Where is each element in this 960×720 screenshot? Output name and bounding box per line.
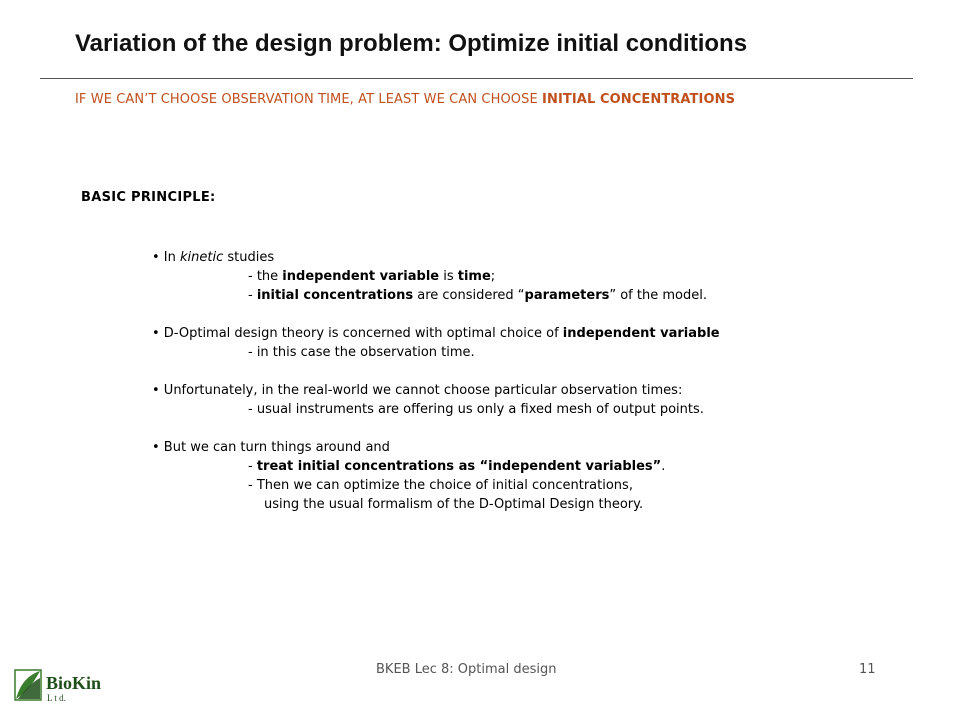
bullet-item-real-world (152, 381, 942, 419)
slide-subtitle (75, 92, 935, 107)
text-run-bold: independent variable (562, 326, 720, 341)
bullet-list (152, 248, 942, 514)
text-run: • Unfortunately, in the real-world we cannot choose particular observation times: (152, 383, 683, 398)
text-run: - (248, 459, 257, 474)
text-run-bold: initial concentrations (256, 288, 414, 303)
text-run: studies (223, 250, 275, 265)
bullet-item-kinetic-studies (152, 248, 942, 305)
text-run-bold: time (457, 269, 491, 284)
subtitle-emphasis: INITIAL CONCENTRATIONS (542, 92, 736, 107)
bullet-head (152, 438, 942, 457)
slide-title: Variation of the design problem: Optimize initial conditions (75, 30, 748, 57)
biokin-logo (14, 668, 124, 706)
bullet-subline (152, 476, 942, 495)
bullet-head (152, 381, 942, 400)
text-run: is (439, 269, 458, 284)
text-run-bold: parameters (524, 288, 610, 303)
text-run: - the (248, 269, 283, 284)
bullet-subline (152, 343, 942, 362)
text-run: • In (152, 250, 181, 265)
text-run: • But we can turn things around and (152, 440, 390, 455)
bullet-head (152, 324, 942, 343)
text-run: ; (490, 269, 496, 284)
logo-wordmark: BioKin (46, 673, 102, 693)
bullet-subline (152, 267, 942, 286)
text-run-bold: independent variable (282, 269, 440, 284)
text-run: . (661, 459, 666, 474)
text-run: - in this case the observation time. (248, 345, 475, 360)
title-divider (40, 78, 913, 79)
subtitle-text: IF WE CAN’T CHOOSE OBSERVATION TIME, AT LEAST WE CAN CHOOSE (75, 92, 543, 107)
bullet-continuation: using the usual formalism of the D-Optimal Design theory. (264, 497, 644, 512)
text-run-italic: kinetic (180, 250, 224, 265)
bullet-subline (152, 457, 942, 476)
text-run: ” of the model. (609, 288, 707, 303)
bullet-item-d-optimal (152, 324, 942, 362)
text-run: are considered “ (413, 288, 525, 303)
bullet-head (152, 248, 942, 267)
page-number: 11 (859, 662, 876, 677)
bullet-subline (152, 286, 942, 305)
text-run: • D-Optimal design theory is concerned with optimal choice of (152, 326, 563, 341)
text-run: - Then we can optimize the choice of initial concentrations, (248, 478, 633, 493)
bullet-item-turn-around (152, 438, 942, 514)
bullet-subline (152, 400, 942, 419)
text-run: - usual instruments are offering us only a fixed mesh of output points. (248, 402, 704, 417)
section-heading: BASIC PRINCIPLE: (81, 190, 216, 205)
text-run-bold: treat initial concentrations as “independent variables” (256, 459, 662, 474)
logo-suffix: L t d. (47, 693, 66, 703)
text-run: - (248, 288, 257, 303)
leaf-icon (15, 670, 41, 700)
footer-title: BKEB Lec 8: Optimal design (376, 662, 557, 677)
